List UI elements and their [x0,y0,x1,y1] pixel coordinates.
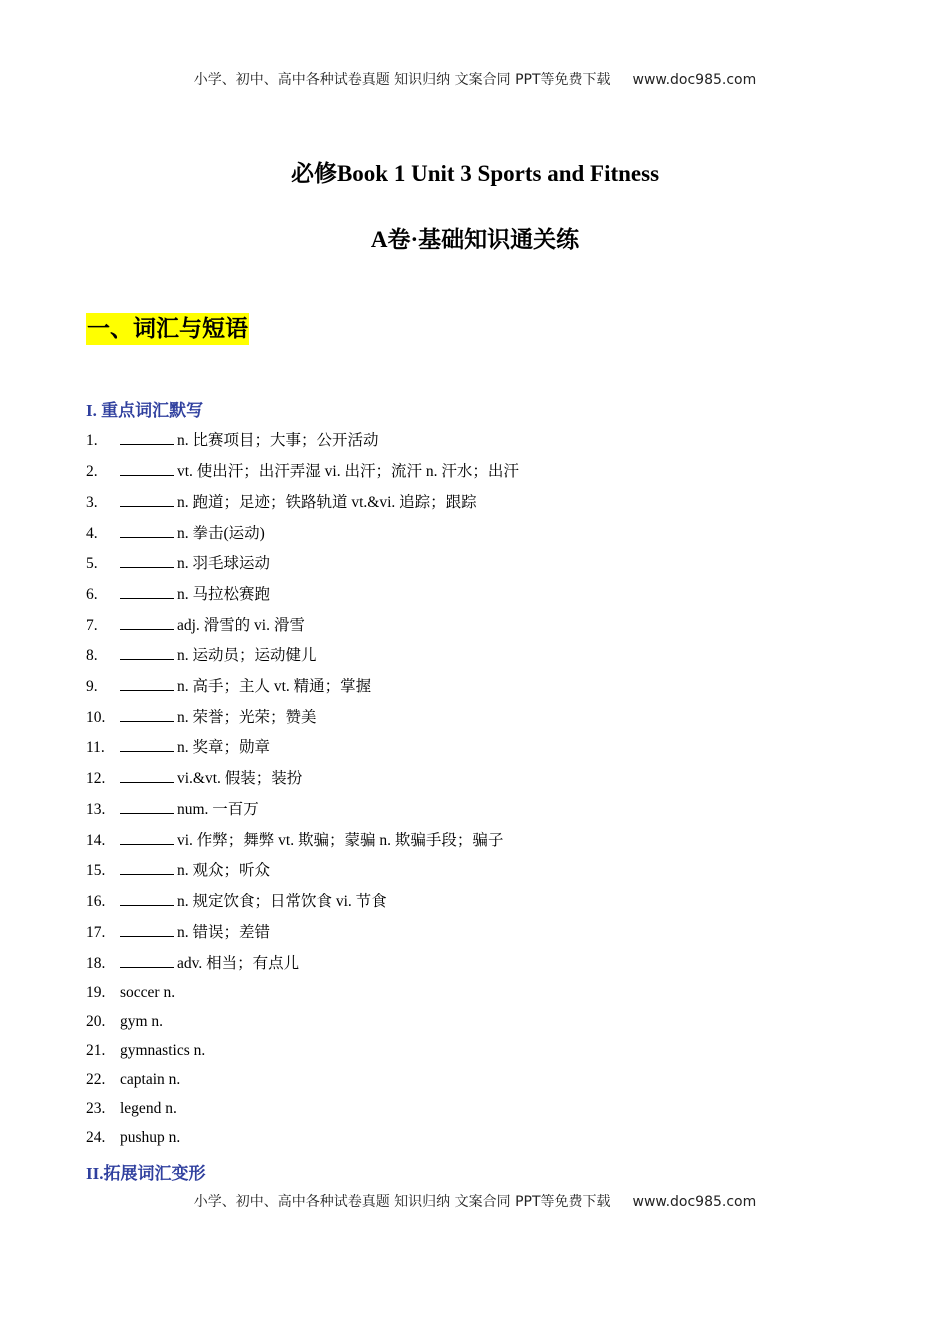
item-definition: n. 运动员；运动健儿 [177,647,317,664]
footer-text: 小学、初中、高中各种试卷真题 知识归纳 文案合同 PPT等免费下载 [193,1194,611,1210]
item-content [120,1069,180,1091]
item-number: 8. [86,647,98,664]
item-definition: adv. 相当；有点儿 [177,955,300,972]
item-content [120,584,270,606]
answer-blank[interactable] [120,492,174,507]
item-content [120,768,302,790]
item-definition: n. 跑道；足迹；铁路轨道 vt.&vi. 追踪；跟踪 [177,494,477,511]
answer-blank[interactable] [120,799,174,814]
item-number: 14. [86,832,106,849]
item-definition: n. 羽毛球运动 [177,555,271,572]
item-content [120,707,317,729]
answer-blank[interactable] [120,584,174,599]
item-number: 6. [86,586,98,603]
item-number: 24. [86,1129,106,1146]
item-number: 9. [86,678,98,695]
answer-blank[interactable] [120,737,174,752]
item-content [120,1127,180,1149]
section-heading: 一、词汇与短语 [86,313,249,345]
item-content [120,1011,163,1033]
item-definition: n. 错误；差错 [177,924,271,941]
item-number: 7. [86,617,98,634]
item-definition: legend n. [120,1100,177,1117]
answer-blank[interactable] [120,830,174,845]
item-number: 17. [86,924,106,941]
item-definition: n. 高手；主人 vt. 精通；掌握 [177,678,372,695]
item-number: 10. [86,709,106,726]
item-number: 12. [86,770,106,787]
item-content [120,553,270,575]
item-number: 18. [86,955,106,972]
item-definition: gymnastics n. [120,1042,206,1059]
item-number: 5. [86,555,98,572]
item-content [120,922,270,944]
item-number: 1. [86,432,98,449]
page-footer [0,1191,950,1211]
item-content [120,430,379,452]
item-definition: vi.&vt. 假装；装扮 [177,770,303,787]
answer-blank[interactable] [120,523,174,538]
item-number: 19. [86,984,106,1001]
item-content [120,1098,177,1120]
header-text: 小学、初中、高中各种试卷真题 知识归纳 文案合同 PPT等免费下载 [193,72,611,88]
item-content [120,982,175,1004]
item-content [120,461,519,483]
item-number: 2. [86,463,98,480]
item-definition: n. 奖章；勋章 [177,739,271,756]
item-content [120,860,270,882]
answer-blank[interactable] [120,645,174,660]
item-definition: n. 马拉松赛跑 [177,586,271,603]
item-definition: n. 规定饮食；日常饮食 vi. 节食 [177,893,387,910]
item-content [120,953,299,975]
item-content [120,523,265,545]
item-content [120,830,503,852]
item-content [120,891,387,913]
item-content [120,615,305,637]
answer-blank[interactable] [120,615,174,630]
item-definition: soccer n. [120,984,176,1001]
answer-blank[interactable] [120,553,174,568]
item-definition: vi. 作弊；舞弊 vt. 欺骗；蒙骗 n. 欺骗手段；骗子 [177,832,504,849]
item-definition: adj. 滑雪的 vi. 滑雪 [177,617,305,634]
item-definition: n. 荣誉；光荣；赞美 [177,709,317,726]
answer-blank[interactable] [120,768,174,783]
item-number: 21. [86,1042,106,1059]
answer-blank[interactable] [120,953,174,968]
answer-blank[interactable] [120,676,174,691]
answer-blank[interactable] [120,461,174,476]
item-number: 20. [86,1013,106,1030]
answer-blank[interactable] [120,707,174,722]
item-number: 3. [86,494,98,511]
item-definition: gym n. [120,1013,164,1030]
item-number: 16. [86,893,106,910]
item-number: 4. [86,525,98,542]
header-url[interactable]: www.doc985.com [632,72,757,88]
item-definition: num. 一百万 [177,801,259,818]
item-content [120,737,270,759]
item-content [120,1040,205,1062]
item-number: 23. [86,1100,106,1117]
item-content [120,645,317,667]
item-content [120,676,371,698]
item-definition: n. 拳击(运动) [177,525,265,542]
item-number: 13. [86,801,106,818]
page-header [0,69,950,89]
document-title: 必修Book 1 Unit 3 Sports and Fitness [290,161,660,186]
answer-blank[interactable] [120,430,174,445]
item-content [120,799,259,821]
item-number: 22. [86,1071,106,1088]
item-number: 11. [86,739,105,756]
item-number: 15. [86,862,106,879]
item-definition: n. 观众；听众 [177,862,271,879]
item-definition: n. 比赛项目；大事；公开活动 [177,432,379,449]
item-definition: captain n. [120,1071,181,1088]
footer-url[interactable]: www.doc985.com [632,1194,757,1210]
item-content [120,492,477,514]
item-definition: pushup n. [120,1129,181,1146]
item-definition: vt. 使出汗；出汗弄湿 vi. 出汗；流汗 n. 汗水；出汗 [177,463,519,480]
answer-blank[interactable] [120,860,174,875]
answer-blank[interactable] [120,891,174,906]
part2-heading: II.拓展词汇变形 [86,1164,206,1183]
document-subtitle: A卷·基础知识通关练 [370,227,580,252]
part1-heading: I. 重点词汇默写 [86,401,204,420]
answer-blank[interactable] [120,922,174,937]
